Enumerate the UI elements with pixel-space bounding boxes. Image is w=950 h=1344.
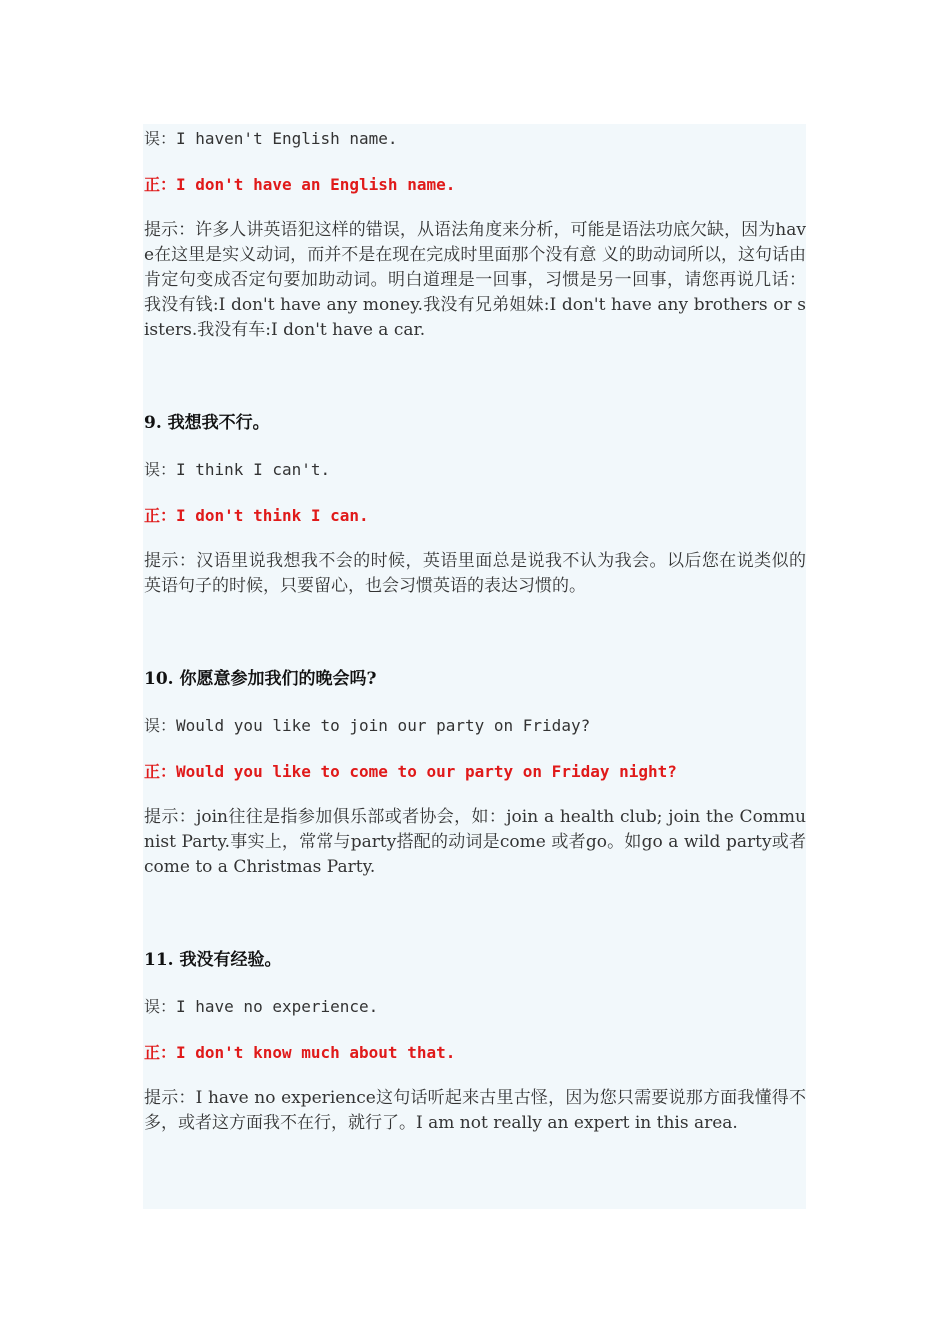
correct-sentence: 正：I don't know much about that.	[144, 1043, 456, 1062]
wrong-sentence: 误：I have no experience.	[144, 997, 379, 1016]
document-body	[144, 124, 806, 1136]
section-heading: 9. 我想我不行。	[144, 413, 270, 433]
correct-sentence: 正：I don't think I can.	[144, 506, 369, 525]
wrong-sentence: 误：I haven't English name.	[144, 129, 398, 148]
tip-paragraph: 提示：I have no experience这句话听起来古里古怪，因为您只需要说那方面我懂得不多，或者这方面我不在行，就行了。I am not really an expert in this area.	[144, 1088, 806, 1133]
section-heading: 11. 我没有经验。	[144, 950, 282, 970]
correct-sentence: 正：Would you like to come to our party on Friday night?	[144, 762, 677, 781]
wrong-sentence: 误：I think I can't.	[144, 460, 331, 479]
wrong-sentence: 误：Would you like to join our party on Friday?	[144, 716, 591, 735]
tip-paragraph: 提示：汉语里说我想我不会的时候，英语里面总是说我不认为我会。以后您在说类似的英语句子的时候，只要留心，也会习惯英语的表达习惯的。	[144, 551, 806, 596]
tip-paragraph: 提示：join往往是指参加俱乐部或者协会，如：join a health club; join the Communist Party.事实上，常常与party搭配的动词是come 或者go。如go a wild party或者come to a Christmas Party.	[144, 807, 806, 877]
section-heading: 10. 你愿意参加我们的晚会吗?	[144, 669, 377, 689]
correct-sentence: 正：I don't have an English name.	[144, 175, 456, 194]
tip-paragraph: 提示：许多人讲英语犯这样的错误，从语法角度来分析，可能是语法功底欠缺，因为have在这里是实义动词，而并不是在现在完成时里面那个没有意 义的助动词所以，这句话由肯定句变成否定句要加助动词。明白道理是一回事，习惯是另一回事，请您再说几话：我没有钱:I don't have any money.我没有兄弟姐妹:I don't have any brothers or sisters.我没有车:I don't have a car.	[144, 220, 806, 340]
